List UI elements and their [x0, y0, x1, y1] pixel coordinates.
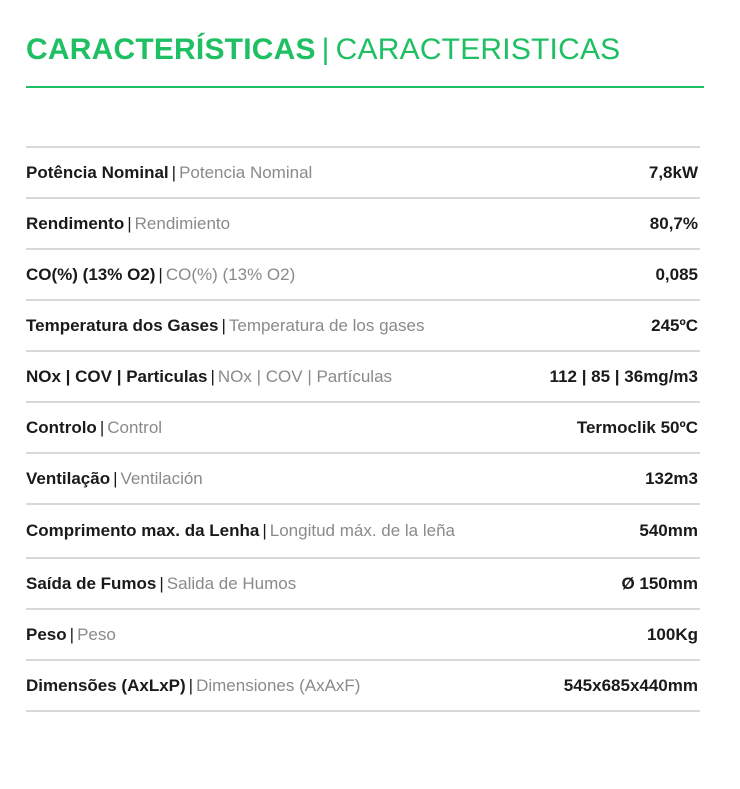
spec-label-pt: Dimensões (AxLxP) [26, 675, 186, 695]
spec-label-es: Salida de Humos [166, 573, 297, 593]
spec-label [26, 573, 296, 595]
spec-row-nominal-power [26, 148, 700, 199]
spec-label-separator: | [188, 675, 194, 695]
spec-label-pt: Controlo [26, 417, 97, 437]
spec-label-separator: | [69, 624, 75, 644]
title-separator: | [321, 33, 330, 66]
spec-label-separator: | [210, 366, 215, 386]
spec-label-es: Longitud máx. de la leña [269, 521, 455, 540]
spec-label [26, 468, 203, 490]
spec-label [26, 624, 116, 646]
spec-label-es: Dimensiones (AxAxF) [196, 675, 361, 695]
spec-label-es: NOx | COV | Partículas [217, 366, 393, 386]
spec-row-control [26, 403, 700, 454]
spec-label-es: Potencia Nominal [179, 162, 313, 182]
spec-row-log-length [26, 505, 700, 559]
spec-label [26, 417, 162, 439]
spec-label-separator: | [221, 315, 226, 335]
spec-value: 545x685x440mm [563, 675, 698, 695]
spec-value: 112 | 85 | 36mg/m3 [549, 366, 698, 386]
spec-value: 245ºC [651, 315, 698, 335]
title-portuguese: CARACTERÍSTICAS [26, 33, 316, 66]
header-divider [26, 86, 704, 88]
spec-label-separator: | [99, 417, 105, 437]
spec-value: 540mm [639, 521, 698, 540]
spec-label-pt: Potência Nominal [26, 162, 169, 182]
page-title [26, 30, 706, 70]
spec-value: Termoclik 50ºC [576, 417, 698, 437]
title-spanish: CARACTERISTICAS [335, 33, 621, 66]
spec-value: Ø 150mm [621, 573, 698, 593]
spec-value: 0,085 [655, 264, 698, 284]
spec-label-es: Rendimiento [134, 213, 231, 233]
spec-row-weight [26, 610, 700, 661]
spec-row-co [26, 250, 700, 301]
spec-label-separator: | [171, 162, 177, 182]
spec-label [26, 315, 424, 337]
spec-label [26, 264, 295, 286]
spec-label-separator: | [113, 468, 118, 488]
spec-label-es: Temperatura de los gases [228, 315, 425, 335]
spec-label [26, 162, 312, 184]
spec-row-ventilation [26, 454, 700, 505]
spec-label-pt: Ventilação [26, 468, 111, 488]
spec-label-pt: Comprimento max. da Lenha [26, 521, 260, 540]
spec-row-emissions [26, 352, 700, 403]
spec-label-pt: NOx | COV | Particulas [26, 366, 208, 386]
spec-row-efficiency [26, 199, 700, 250]
spec-value: 80,7% [649, 213, 698, 233]
spec-row-dimensions [26, 661, 700, 712]
spec-label-pt: Temperatura dos Gases [26, 315, 219, 335]
spec-label [26, 675, 360, 697]
spec-label-separator: | [158, 264, 163, 284]
spec-label [26, 520, 455, 542]
spec-value: 100Kg [646, 624, 698, 644]
spec-label [26, 213, 230, 235]
spec-value: 7,8kW [648, 162, 698, 182]
spec-label-separator: | [262, 521, 267, 540]
spec-label-separator: | [127, 213, 132, 233]
spec-label-pt: Peso [26, 624, 67, 644]
spec-label-pt: CO(%) (13% O2) [26, 264, 156, 284]
specifications-table [26, 146, 700, 712]
spec-row-gas-temperature [26, 301, 700, 352]
spec-row-flue-outlet [26, 559, 700, 610]
page-header [26, 30, 706, 90]
spec-label-es: Control [107, 417, 163, 437]
spec-label-es: Ventilación [120, 468, 203, 488]
spec-label-pt: Rendimento [26, 213, 125, 233]
spec-label-separator: | [159, 573, 164, 593]
spec-label-es: Peso [77, 624, 116, 644]
spec-label-es: CO(%) (13% O2) [165, 264, 296, 284]
spec-label [26, 366, 392, 388]
spec-value: 132m3 [645, 468, 698, 488]
spec-label-pt: Saída de Fumos [26, 573, 157, 593]
